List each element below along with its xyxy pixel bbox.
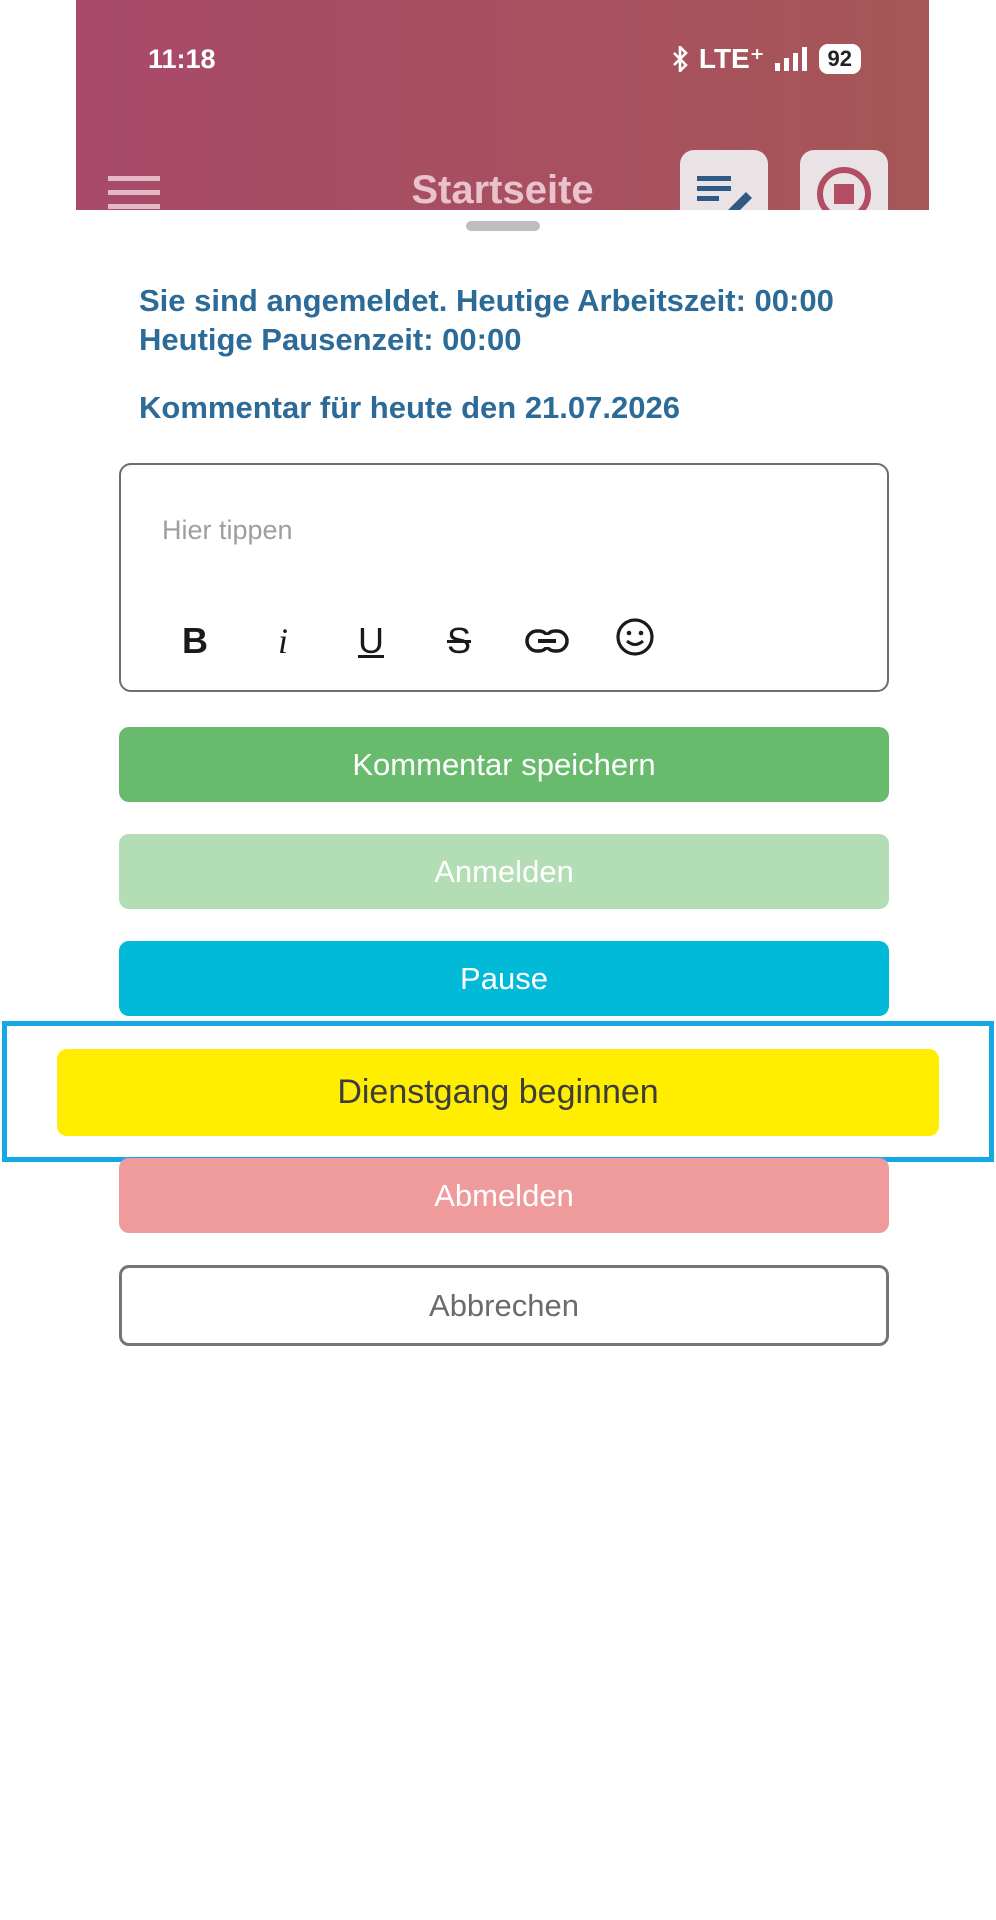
break-time-text: Heutige Pausenzeit: 00:00 [139, 322, 522, 357]
work-time-text: Sie sind angemeldet. Heutige Arbeitszeit: 00:00 [139, 283, 834, 318]
comment-editor[interactable] [119, 463, 889, 692]
bluetooth-icon [671, 46, 689, 72]
bold-button[interactable]: B [182, 620, 208, 661]
status-icons [671, 42, 861, 75]
link-icon [525, 620, 569, 662]
stop-button[interactable] [800, 150, 888, 210]
start-duty-trip-button[interactable]: Dienstgang beginnen [57, 1049, 939, 1136]
battery-indicator: 92 [819, 44, 861, 74]
italic-button[interactable]: i [277, 621, 288, 661]
app-header [76, 0, 929, 210]
login-button[interactable]: Anmelden [119, 834, 889, 909]
cancel-button[interactable]: Abbrechen [119, 1265, 889, 1346]
logout-button[interactable]: Abmelden [119, 1158, 889, 1233]
format-toolbar [151, 617, 679, 665]
emoji-icon [615, 617, 655, 666]
network-label: LTE⁺ [698, 43, 765, 74]
underline-button[interactable]: U [358, 620, 384, 661]
link-button[interactable] [503, 617, 591, 665]
status-time: 11:18 [148, 44, 216, 74]
comment-placeholder[interactable]: Hier tippen [162, 515, 293, 545]
strikethrough-button[interactable]: S [446, 620, 471, 661]
signal-icon [775, 47, 809, 71]
pause-button[interactable]: Pause [119, 941, 889, 1016]
page-title: Startseite [411, 168, 594, 210]
comment-title: Kommentar für heute den 21.07.2026 [139, 390, 680, 425]
save-comment-button[interactable]: Kommentar speichern [119, 727, 889, 802]
emoji-button[interactable] [591, 617, 679, 665]
edit-button[interactable] [680, 150, 768, 210]
sheet-drag-handle[interactable] [466, 221, 540, 231]
status-info [139, 281, 834, 359]
